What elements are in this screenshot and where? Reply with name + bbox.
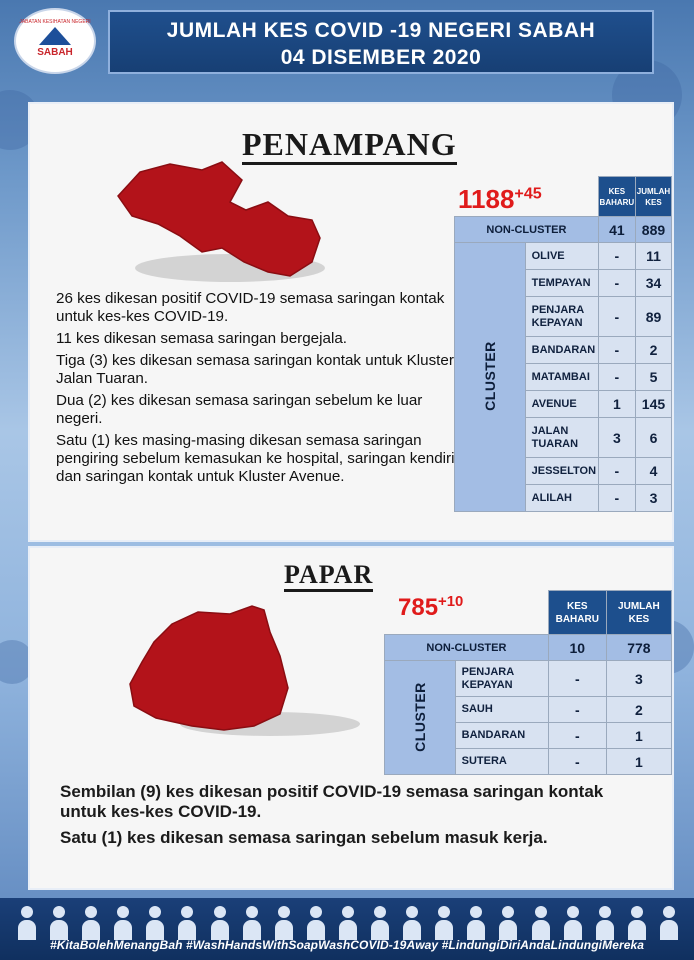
cluster-total: 145: [635, 391, 671, 418]
header-kes-baharu: KES BAHARU: [548, 591, 606, 635]
virus-decoration: [0, 640, 34, 684]
person-icon: [435, 906, 453, 940]
non-cluster-label: NON-CLUSTER: [455, 217, 599, 243]
non-cluster-label: NON-CLUSTER: [385, 635, 549, 661]
penampang-total-new: +45: [514, 184, 542, 203]
cluster-name: ALILAH: [525, 485, 598, 512]
papar-total-value: 785: [398, 594, 439, 621]
cluster-total: 34: [635, 270, 671, 297]
frontliner-figures: [18, 902, 678, 940]
person-icon: [339, 906, 357, 940]
footer-banner: [0, 898, 694, 960]
cluster-new: -: [598, 243, 635, 270]
cluster-name: TEMPAYAN: [525, 270, 598, 297]
page-title: [108, 10, 654, 74]
cluster-new: 3: [598, 418, 635, 458]
cluster-new: -: [548, 661, 606, 697]
person-icon: [18, 906, 36, 940]
cluster-total: 3: [635, 485, 671, 512]
logo-small-text: JABATAN KESIHATAN NEGERI: [19, 19, 91, 25]
logo-text: SABAH: [37, 46, 73, 58]
title-line-1: JUMLAH KES COVID -19 NEGERI SABAH: [166, 19, 596, 42]
cluster-total: 4: [635, 458, 671, 485]
person-icon: [467, 906, 485, 940]
district-title-papar: PAPAR: [284, 562, 373, 592]
cluster-new: 1: [598, 391, 635, 418]
non-cluster-new: 41: [598, 217, 635, 243]
penampang-case-table: [454, 176, 672, 512]
cluster-new: -: [598, 485, 635, 512]
cluster-new: -: [598, 337, 635, 364]
paragraph: Satu (1) kes dikesan semasa saringan sebelum masuk kerja.: [60, 828, 548, 847]
cluster-total: 2: [606, 697, 671, 723]
papar-total-new: +10: [438, 594, 464, 610]
penampang-panel: [30, 104, 672, 540]
cluster-total: 1: [606, 749, 671, 775]
cluster-name: BANDARAN: [525, 337, 598, 364]
person-icon: [275, 906, 293, 940]
table-row: [455, 243, 672, 270]
header-jumlah-kes: JUMLAH KES: [635, 177, 671, 217]
person-icon: [403, 906, 421, 940]
person-icon: [178, 906, 196, 940]
cluster-total: 1: [606, 723, 671, 749]
cluster-name: MATAMBAI: [525, 364, 598, 391]
cluster-name: AVENUE: [525, 391, 598, 418]
non-cluster-total: 778: [606, 635, 671, 661]
header-jumlah-kes: JUMLAH KES: [606, 591, 671, 635]
cluster-name: BANDARAN: [455, 723, 548, 749]
cluster-total: 2: [635, 337, 671, 364]
person-icon: [628, 906, 646, 940]
cluster-name: SUTERA: [455, 749, 548, 775]
cluster-new: -: [598, 297, 635, 337]
cluster-name: PENJARA KEPAYAN: [525, 297, 598, 337]
papar-description: [60, 782, 650, 852]
mountain-icon: [39, 27, 71, 45]
papar-map: [120, 602, 360, 742]
footer-hashtags: #KitaBolehMenangBah #WashHandsWithSoapWashCOVID-19Away #LindungiDiriAndaLindungiMereka: [49, 938, 645, 952]
paragraph: Dua (2) kes dikesan semasa saringan sebelum ke luar negeri.: [56, 392, 423, 427]
person-icon: [146, 906, 164, 940]
person-icon: [82, 906, 100, 940]
non-cluster-new: 10: [548, 635, 606, 661]
person-icon: [211, 906, 229, 940]
cluster-total: 89: [635, 297, 671, 337]
cluster-new: -: [548, 697, 606, 723]
penampang-description: [56, 290, 456, 490]
table-row-non-cluster: [455, 217, 672, 243]
paragraph: Satu (1) kes masing-masing dikesan semasa saringan pengiring sebelum kemasukan ke hospital, saringan kendiri dan saringan kontak untuk Kluster Avenue.: [56, 432, 455, 485]
paragraph: Sembilan (9) kes dikesan positif COVID-19 semasa saringan kontak untuk kes-kes COVID-19.: [60, 782, 604, 821]
cluster-name: OLIVE: [525, 243, 598, 270]
table-row-non-cluster: [385, 635, 672, 661]
cluster-new: -: [598, 364, 635, 391]
person-icon: [660, 906, 678, 940]
header-kes-baharu: KES BAHARU: [598, 177, 635, 217]
person-icon: [307, 906, 325, 940]
penampang-map: [110, 158, 330, 288]
table-row: [385, 661, 672, 697]
cluster-name: SAUH: [455, 697, 548, 723]
papar-case-table: [384, 590, 672, 775]
cluster-new: -: [548, 749, 606, 775]
person-icon: [564, 906, 582, 940]
title-line-2: 04 DISEMBER 2020: [280, 46, 482, 69]
person-icon: [596, 906, 614, 940]
paragraph: 11 kes dikesan semasa saringan bergejala.: [56, 330, 347, 347]
cluster-name: JESSELTON: [525, 458, 598, 485]
person-icon: [371, 906, 389, 940]
cluster-total: 11: [635, 243, 671, 270]
papar-panel: [30, 548, 672, 888]
cluster-name: PENJARA KEPAYAN: [455, 661, 548, 697]
person-icon: [243, 906, 261, 940]
person-icon: [532, 906, 550, 940]
cluster-new: -: [598, 458, 635, 485]
non-cluster-total: 889: [635, 217, 671, 243]
cluster-total: 5: [635, 364, 671, 391]
penampang-total-value: 1188: [458, 184, 515, 214]
cluster-total: 3: [606, 661, 671, 697]
cluster-new: -: [548, 723, 606, 749]
cluster-total: 6: [635, 418, 671, 458]
cluster-label: CLUSTER: [455, 243, 526, 512]
person-icon: [50, 906, 68, 940]
paragraph: 26 kes dikesan positif COVID-19 semasa saringan kontak untuk kes-kes COVID-19.: [56, 290, 445, 325]
cluster-new: -: [598, 270, 635, 297]
person-icon: [114, 906, 132, 940]
person-icon: [499, 906, 517, 940]
sabah-health-logo: [14, 8, 96, 74]
cluster-name: JALAN TUARAN: [525, 418, 598, 458]
cluster-label: CLUSTER: [385, 661, 456, 775]
paragraph: Tiga (3) kes dikesan semasa saringan kontak untuk Kluster Jalan Tuaran.: [56, 352, 454, 387]
district-title-penampang: PENAMPANG: [242, 128, 457, 165]
